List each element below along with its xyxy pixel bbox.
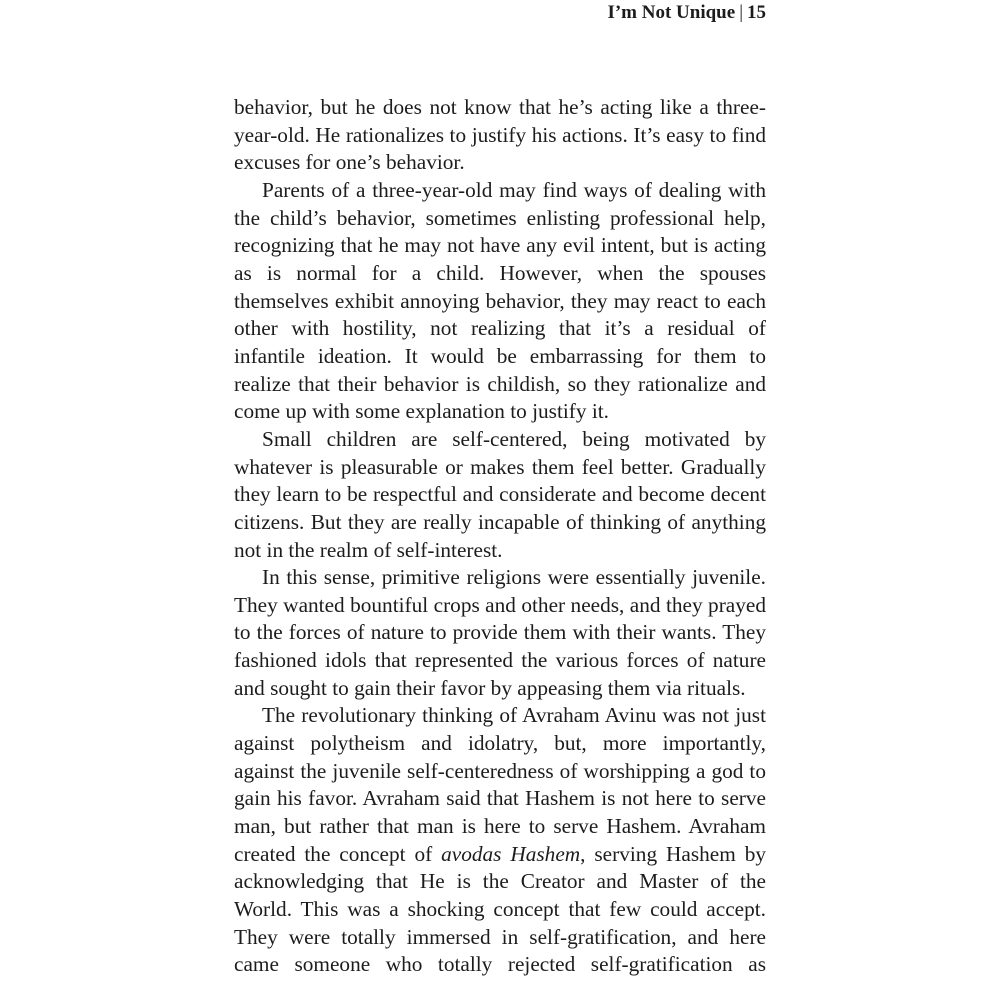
paragraph: Small children are self-centered, being motivated by whatever is pleasurable or makes them feel better. Gradually they learn to be respectful and considerate and become decent citizens. But they are really incapable of thinking of anything not in the realm of self-interest.: [234, 426, 766, 562]
paragraph: Parents of a three-year-old may find ways of dealing with the child’s behavior, sometimes enlisting professional help, recognizing that he may not have any evil intent, but is acting as is normal for a child. However, when the spouses themselves exhibit annoying behavior, they may react to each other with hostility, not realizing that it’s a residual of infantile ideation. It would be embarrassing for them to realize that their behavior is childish, so they rationalize and come up with some explanation to justify it.: [234, 177, 766, 424]
page-number: 15: [747, 2, 766, 23]
paragraph: [234, 702, 766, 979]
running-head: [607, 1, 766, 25]
paragraph-text: , serving Hashem by acknowledging that He is the Creator and Master of the World. This was a shocking concept that few could accept. They were totally immersed in self-gratification, and here came someone who totally rejected self-gratification as: [234, 841, 766, 977]
paragraph-text: The revolutionary thinking of Avraham Avinu was not just against polytheism and idolatry, but, more importantly, against the juvenile self-centeredness of worshipping a god to gain his favor. Avraham said that Hashem is not here to serve man, but rather that man is here to serve Hashem. Avraham created the concept of: [234, 703, 766, 866]
italic-term: avodas Hashem: [441, 841, 581, 866]
paragraph: behavior, but he does not know that he’s acting like a three-year-old. He rationalizes to justify his actions. It’s easy to find excuses for one’s behavior.: [234, 95, 766, 175]
chapter-title: I’m Not Unique: [607, 2, 736, 23]
paragraph: In this sense, primitive religions were essentially juvenile. They wanted bountiful crops and other needs, and they prayed to the forces of nature to provide them with their wants. They fashioned idols that represented the various forces of nature and sought to gain their favor by appeasing them via rituals.: [234, 565, 766, 700]
header-separator: |: [739, 2, 743, 23]
body-text: [234, 94, 766, 979]
